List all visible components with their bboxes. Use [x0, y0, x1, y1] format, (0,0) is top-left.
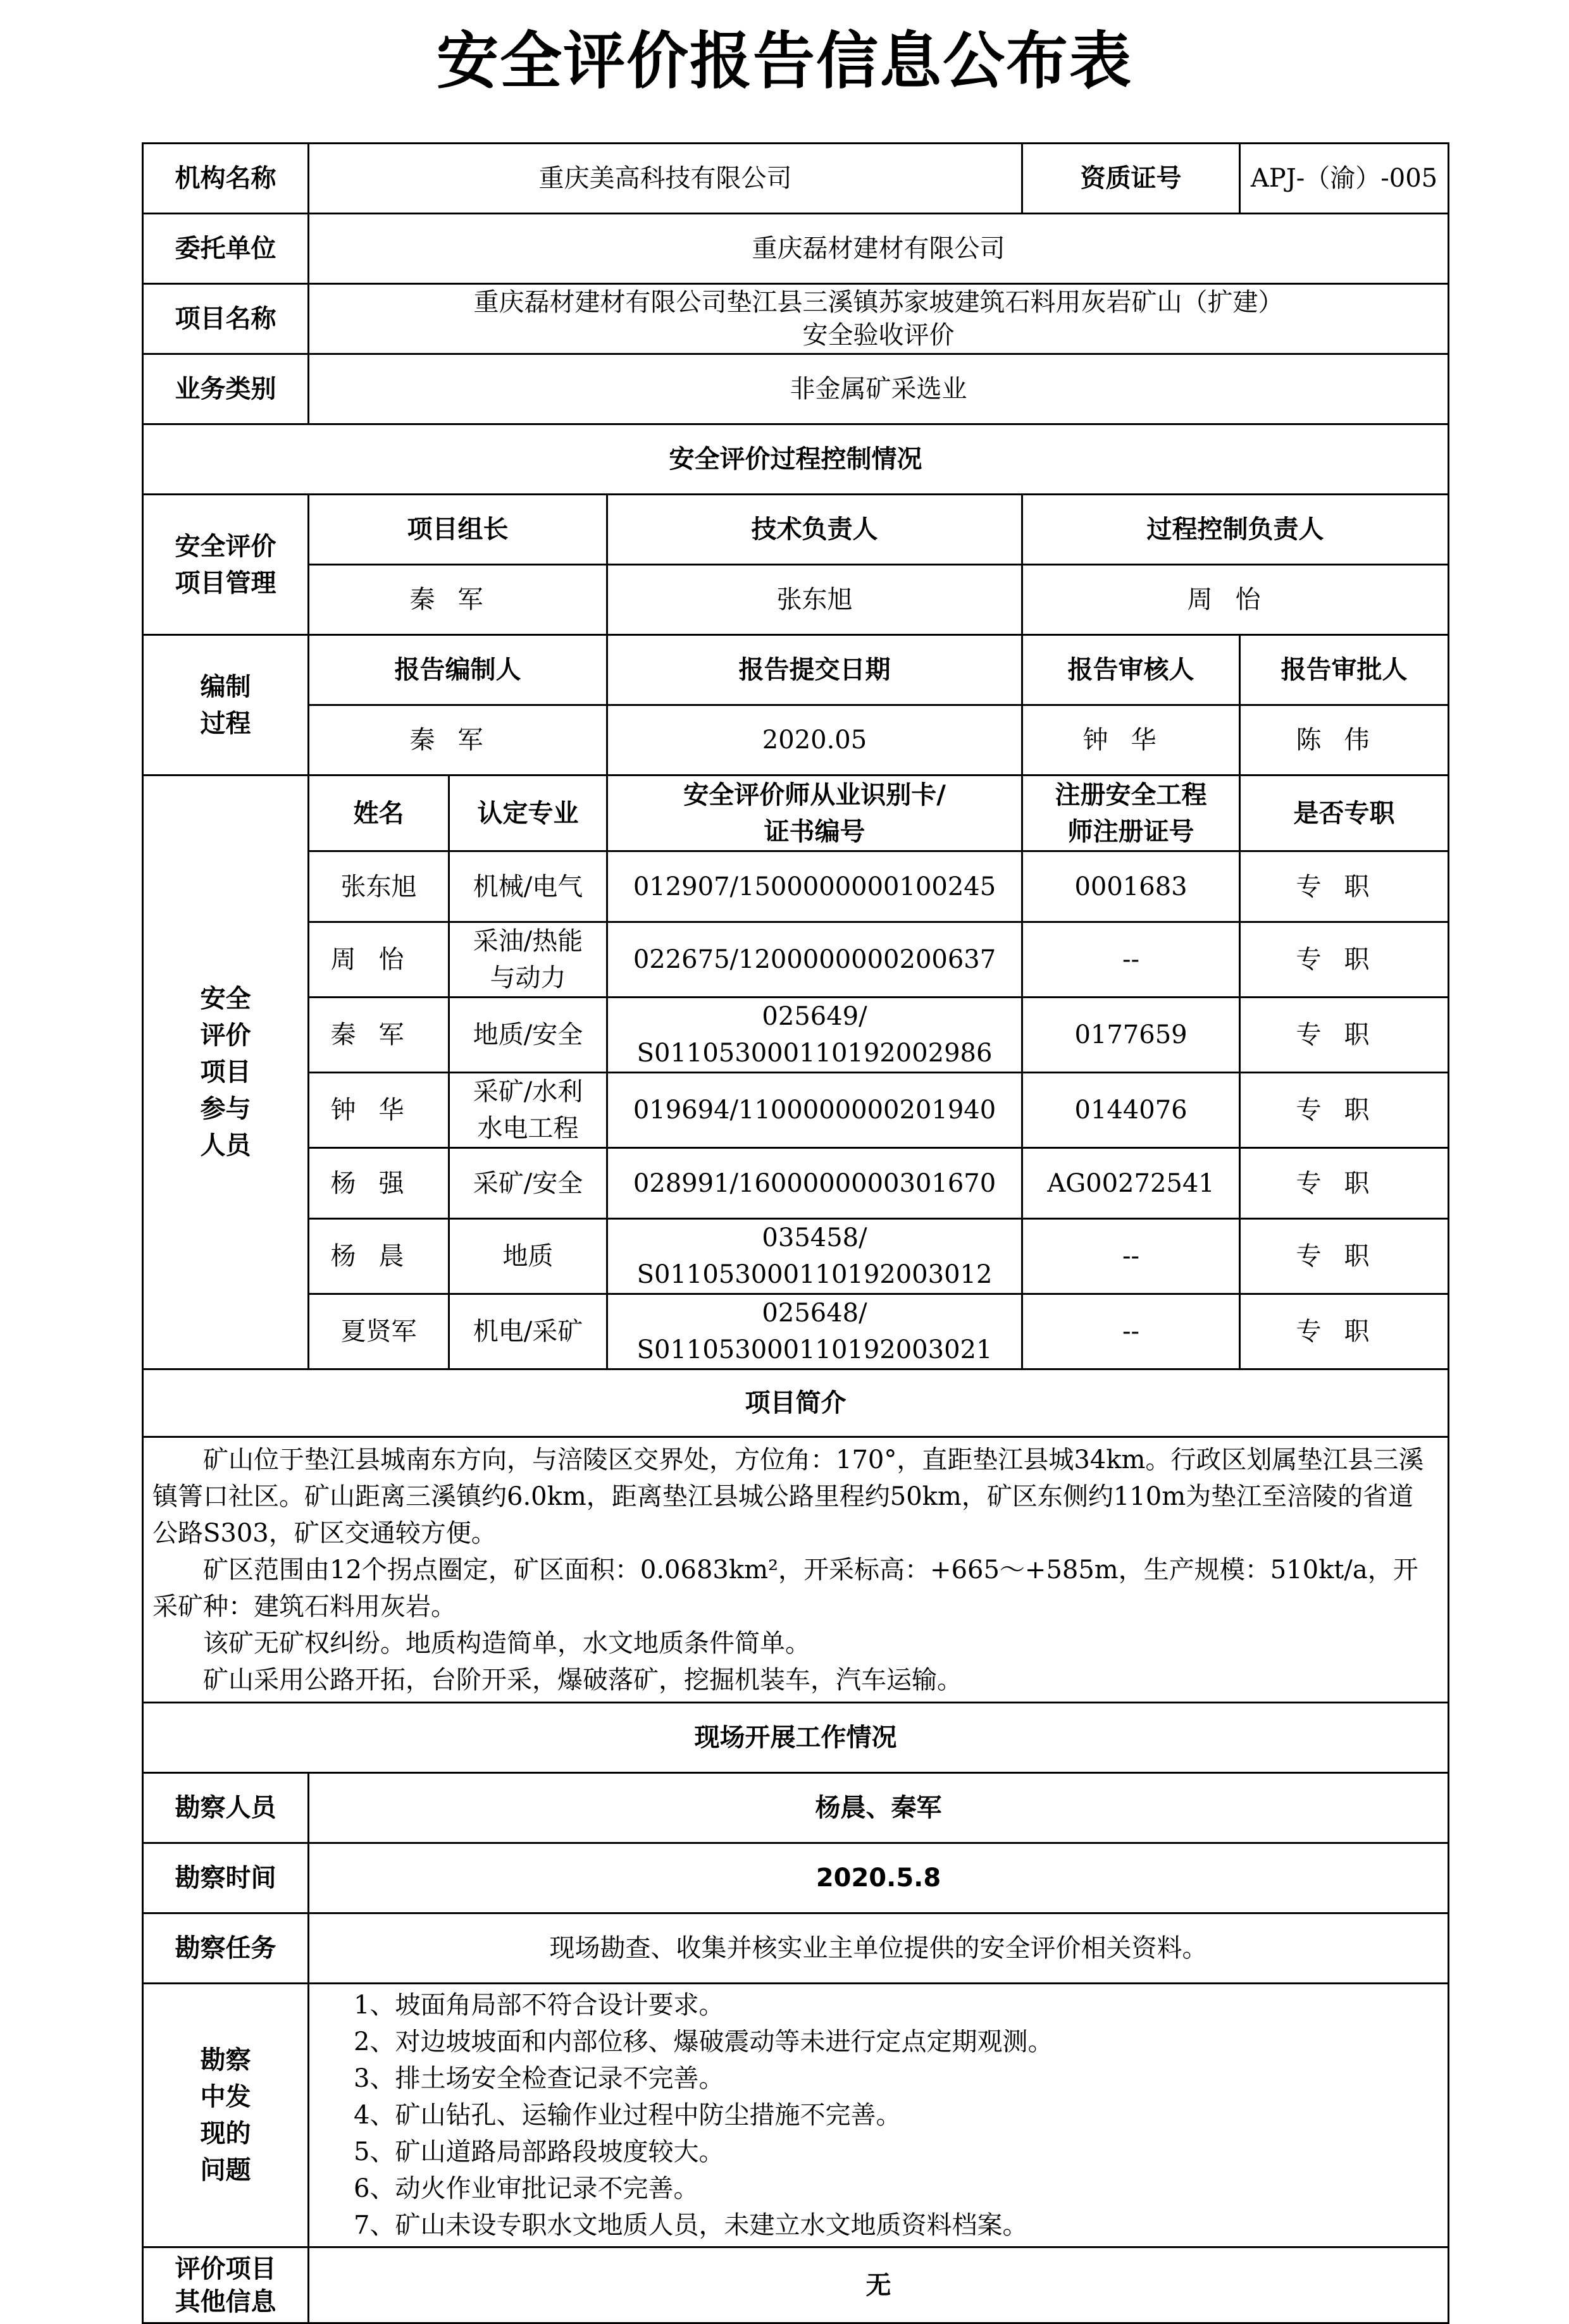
mgmt-v1: 秦军	[309, 565, 607, 635]
issue-item: 7、矿山未设专职水文地质人员，未建立水文地质资料档案。	[354, 2211, 1028, 2240]
process-header: 安全评价过程控制情况	[143, 424, 1449, 495]
cert-number: APJ-（渝）-005	[1240, 144, 1449, 214]
intro-header: 项目简介	[143, 1369, 1449, 1437]
staff-h-card	[607, 776, 1022, 851]
mgmt-label	[143, 495, 309, 635]
issue-item: 1、坡面角局部不符合设计要求。	[354, 1991, 724, 2020]
other-label-line-1: 评价项目	[175, 2254, 276, 2284]
project-row	[143, 284, 1449, 354]
staff-reg: --	[1022, 1294, 1240, 1369]
issues-label-line: 勘察	[200, 2046, 251, 2075]
issues-label	[143, 1984, 309, 2247]
business-value: 非金属矿采选业	[309, 354, 1449, 424]
compile-v1: 秦军	[309, 705, 607, 776]
staff-h-fulltime: 是否专职	[1240, 776, 1449, 851]
staff-major	[449, 922, 607, 998]
compile-label	[143, 635, 309, 776]
staff-h-reg-line-2: 师注册证号	[1067, 817, 1194, 846]
business-label: 业务类别	[143, 354, 309, 424]
staff-h-major: 认定专业	[449, 776, 607, 851]
project-line-1: 重庆磊材建材有限公司垫江县三溪镇苏家坡建筑石料用灰岩矿山（扩建）	[473, 288, 1284, 317]
staff-card	[607, 1294, 1022, 1369]
site-header: 现场开展工作情况	[143, 1703, 1449, 1773]
staff-card-line: S011053000110192003021	[636, 1335, 993, 1364]
project-line-2: 安全验收评价	[802, 321, 955, 350]
staff-card: 022675/1200000000200637	[607, 922, 1022, 998]
survey-task-value: 现场勘查、收集并核实业主单位提供的安全评价相关资料。	[309, 1913, 1449, 1984]
compile-label-line-1: 编制	[200, 672, 251, 702]
staff-row	[143, 851, 1449, 922]
staff-row	[143, 1294, 1449, 1369]
staff-major: 地质	[449, 1219, 607, 1294]
mgmt-header-row	[143, 495, 1449, 565]
compile-label-line-2: 过程	[200, 708, 251, 738]
intro-paragraph: 矿区范围由12个拐点圈定，矿区面积：0.0683km²，开采标高：+665～+585m，生产规模：510kt/a，开采矿种：建筑石料用灰岩。	[152, 1555, 1418, 1621]
mgmt-label-line-1: 安全评价	[175, 531, 276, 561]
compile-h4: 报告审批人	[1240, 635, 1449, 705]
compile-value-row	[143, 705, 1449, 776]
staff-h-card-line-2: 证书编号	[764, 817, 865, 846]
staff-name: 周怡	[309, 922, 449, 998]
issue-item: 2、对边坡坡面和内部位移、爆破震动等未进行定点定期观测。	[354, 2027, 1053, 2056]
staff-name: 杨强	[309, 1148, 449, 1219]
survey-time-label: 勘察时间	[143, 1843, 309, 1913]
project-label: 项目名称	[143, 284, 309, 354]
staff-row	[143, 1148, 1449, 1219]
issues-label-line: 现的	[200, 2119, 251, 2148]
staff-reg: --	[1022, 922, 1240, 998]
project-value	[309, 284, 1449, 354]
staff-card-line: 025649/	[762, 1002, 867, 1031]
mgmt-h3: 过程控制负责人	[1022, 495, 1449, 565]
issues-row	[143, 1984, 1449, 2247]
intro-body-row	[143, 1437, 1449, 1703]
staff-card: 028991/1600000000301670	[607, 1148, 1022, 1219]
survey-time-value: 2020.5.8	[309, 1843, 1449, 1913]
mgmt-h1: 项目组长	[309, 495, 607, 565]
cert-label: 资质证号	[1022, 144, 1240, 214]
staff-major: 采矿/安全	[449, 1148, 607, 1219]
intro-header-row	[143, 1369, 1449, 1437]
surveyors-label: 勘察人员	[143, 1773, 309, 1843]
surveyors-value: 杨晨、秦军	[309, 1773, 1449, 1843]
org-row	[143, 144, 1449, 214]
staff-name: 张东旭	[309, 851, 449, 922]
compile-v2: 2020.05	[607, 705, 1022, 776]
other-label	[143, 2247, 309, 2323]
other-value: 无	[309, 2247, 1449, 2323]
staff-h-reg	[1022, 776, 1240, 851]
staff-label-line: 安全	[200, 984, 251, 1013]
staff-label-line: 评价	[200, 1021, 251, 1050]
staff-name: 夏贤军	[309, 1294, 449, 1369]
staff-row	[143, 1219, 1449, 1294]
staff-card	[607, 851, 1022, 922]
staff-label-line: 项目	[200, 1058, 251, 1087]
staff-label-line: 参与	[200, 1094, 251, 1123]
staff-major-line: 机械/电气	[473, 872, 583, 901]
staff-card-line: S011053000110192002986	[636, 1039, 993, 1068]
staff-major-line: 与动力	[490, 963, 566, 992]
staff-fulltime: 专职	[1240, 851, 1449, 922]
staff-card	[607, 998, 1022, 1073]
staff-fulltime: 专职	[1240, 1073, 1449, 1148]
staff-card: 019694/1100000000201940	[607, 1073, 1022, 1148]
staff-h-name: 姓名	[309, 776, 449, 851]
mgmt-value-row	[143, 565, 1449, 635]
mgmt-v3: 周怡	[1022, 565, 1449, 635]
staff-fulltime: 专职	[1240, 998, 1449, 1073]
compile-h1: 报告编制人	[309, 635, 607, 705]
staff-label-line: 人员	[200, 1131, 251, 1160]
staff-reg: 0001683	[1022, 851, 1240, 922]
staff-major-line: 水电工程	[477, 1114, 579, 1143]
staff-h-card-line-1: 安全评价师从业识别卡/	[683, 780, 946, 810]
survey-time-row	[143, 1843, 1449, 1913]
staff-name: 钟华	[309, 1073, 449, 1148]
staff-major: 机电/采矿	[449, 1294, 607, 1369]
survey-task-label: 勘察任务	[143, 1913, 309, 1984]
process-header-row	[143, 424, 1449, 495]
staff-label	[143, 776, 309, 1369]
staff-major-line: 采矿/水利	[473, 1077, 583, 1106]
business-row	[143, 354, 1449, 424]
staff-name: 秦军	[309, 998, 449, 1073]
staff-row	[143, 998, 1449, 1073]
site-header-row	[143, 1703, 1449, 1773]
staff-reg: 0177659	[1022, 998, 1240, 1073]
staff-major-line: 采油/热能	[473, 927, 583, 956]
staff-header-row	[143, 776, 1449, 851]
staff-row	[143, 922, 1449, 998]
staff-fulltime: 专职	[1240, 1148, 1449, 1219]
issue-item: 5、矿山道路局部路段坡度较大。	[354, 2137, 724, 2166]
intro-paragraph: 矿山位于垫江县城南东方向，与涪陵区交界处，方位角：170°，直距垫江县城34km。行政区划属垫江县三溪镇箐口社区。矿山距离三溪镇约6.0km，距离垫江县城公路里程约50km，矿区东侧约110m为垫江至涪陵的省道公路S303，矿区交通较方便。	[152, 1445, 1424, 1548]
intro-paragraph: 矿山采用公路开拓，台阶开采，爆破落矿，挖掘机装车，汽车运输。	[203, 1665, 962, 1695]
client-value: 重庆磊材建材有限公司	[309, 214, 1449, 284]
org-name-label: 机构名称	[143, 144, 309, 214]
staff-reg: AG00272541	[1022, 1148, 1240, 1219]
issues-label-line: 中发	[200, 2082, 251, 2111]
compile-h3: 报告审核人	[1022, 635, 1240, 705]
staff-card-line: 012907/1500000000100245	[633, 872, 996, 901]
org-name: 重庆美高科技有限公司	[309, 144, 1022, 214]
staff-major	[449, 1073, 607, 1148]
staff-card-line: S011053000110192003012	[636, 1260, 993, 1289]
compile-header-row	[143, 635, 1449, 705]
issues-label-line: 问题	[200, 2156, 251, 2185]
staff-major: 地质/安全	[449, 998, 607, 1073]
page-title: 安全评价报告信息公布表	[436, 25, 1132, 97]
staff-h-reg-line-1: 注册安全工程	[1055, 780, 1207, 810]
staff-card-line: 025648/	[762, 1299, 867, 1328]
staff-reg: 0144076	[1022, 1073, 1240, 1148]
compile-v3: 钟华	[1022, 705, 1240, 776]
issue-item: 3、排土场安全检查记录不完善。	[354, 2064, 724, 2093]
mgmt-v2: 张东旭	[607, 565, 1022, 635]
other-row	[143, 2247, 1449, 2323]
intro-paragraph: 该矿无矿权纠纷。地质构造简单，水文地质条件简单。	[203, 1628, 810, 1658]
survey-task-row	[143, 1913, 1449, 1984]
info-table	[142, 142, 1449, 2324]
issue-item: 6、动火作业审批记录不完善。	[354, 2174, 699, 2203]
compile-h2: 报告提交日期	[607, 635, 1022, 705]
staff-card	[607, 1219, 1022, 1294]
issue-item: 4、矿山钻孔、运输作业过程中防尘措施不完善。	[354, 2101, 902, 2130]
staff-card-line: 035458/	[762, 1223, 867, 1252]
compile-v4: 陈伟	[1240, 705, 1449, 776]
staff-reg: --	[1022, 1219, 1240, 1294]
staff-fulltime: 专职	[1240, 922, 1449, 998]
staff-row	[143, 1073, 1449, 1148]
staff-major	[449, 851, 607, 922]
other-label-line-2: 其他信息	[175, 2287, 276, 2316]
client-label: 委托单位	[143, 214, 309, 284]
staff-fulltime: 专职	[1240, 1219, 1449, 1294]
intro-body	[143, 1437, 1449, 1703]
staff-name: 杨晨	[309, 1219, 449, 1294]
mgmt-label-line-2: 项目管理	[175, 568, 276, 598]
surveyors-row	[143, 1773, 1449, 1843]
staff-fulltime: 专职	[1240, 1294, 1449, 1369]
client-row	[143, 214, 1449, 284]
mgmt-h2: 技术负责人	[607, 495, 1022, 565]
issues-list	[309, 1984, 1449, 2247]
